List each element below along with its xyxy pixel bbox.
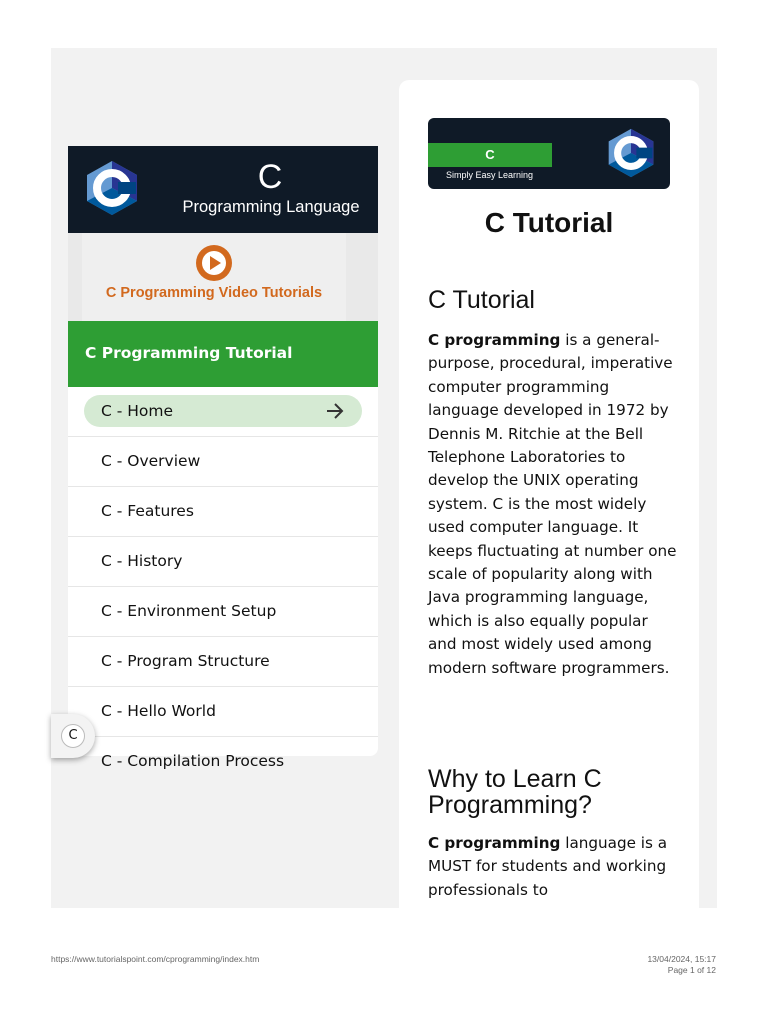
sidebar-item-hello-world[interactable] (68, 687, 378, 737)
tutorial-section-title: C Programming Tutorial (85, 344, 293, 362)
c-logo-icon[interactable] (84, 159, 140, 217)
sidebar-item-label: C - Program Structure (101, 652, 270, 670)
tutorial-section-header (68, 321, 378, 387)
sidebar-item-compilation-process[interactable] (68, 737, 378, 770)
tutorial-banner (428, 118, 670, 189)
sidebar-item-overview[interactable] (68, 437, 378, 487)
paragraph-text: language is a MUST for students and working professionals to (428, 834, 668, 899)
sidebar-item-program-structure[interactable] (68, 637, 378, 687)
sidebar-subtitle: Programming Language (182, 198, 360, 216)
arrow-right-icon (326, 403, 344, 423)
sidebar-item-home[interactable] (68, 387, 378, 437)
sidebar-item-label: C - Features (101, 502, 194, 520)
floating-c-label: C (61, 724, 85, 748)
section-paragraph (428, 329, 678, 680)
banner-label: C (428, 143, 552, 167)
sidebar-item-label: C - Compilation Process (101, 752, 285, 770)
sidebar-header (68, 146, 378, 233)
sidebar-item-features[interactable] (68, 487, 378, 537)
section-paragraph (428, 832, 678, 902)
sidebar-menu (68, 387, 378, 770)
bold-term: C programming (428, 331, 561, 349)
sidebar-item-history[interactable] (68, 537, 378, 587)
bold-term: C programming (428, 834, 561, 852)
sidebar-item-environment-setup[interactable] (68, 587, 378, 637)
sidebar-item-label: C - Home (101, 402, 174, 420)
video-tutorials-banner[interactable] (68, 233, 378, 321)
sidebar-item-label: C - Environment Setup (101, 602, 277, 620)
heading-line: Programming? (428, 791, 592, 819)
section-heading: C Tutorial (428, 286, 535, 314)
footer-page-number: Page 1 of 12 (667, 965, 716, 975)
video-tutorials-label[interactable]: C Programming Video Tutorials (105, 285, 323, 301)
paragraph-text: is a general-purpose, procedural, imperative computer programming language developed in 1972 by Dennis M. Ritchie at the Bell Telephone Laboratories to develop the UNIX operating system. C is the most widely used computer language. It keeps fluctuating at number one scale of popularity along with Java programming language, which is also equally popular and most widely used among modern software programmers. (428, 331, 677, 677)
c-logo-icon (606, 127, 656, 179)
page-area (51, 48, 717, 908)
sidebar-title: C (257, 158, 283, 196)
sidebar-item-label: C - Hello World (101, 702, 216, 720)
banner-tagline: Simply Easy Learning (446, 170, 534, 180)
page-title: C Tutorial (484, 207, 614, 238)
footer-info (647, 954, 716, 976)
sidebar-item-label: C - Overview (101, 452, 201, 470)
sidebar (68, 146, 378, 770)
main-content (399, 80, 699, 920)
play-circle-icon[interactable] (194, 243, 234, 287)
floating-c-button[interactable] (51, 714, 95, 758)
footer-url: https://www.tutorialspoint.com/cprogramming/index.htm (51, 954, 260, 964)
footer-datetime: 13/04/2024, 15:17 (647, 954, 716, 964)
sidebar-item-label: C - History (101, 552, 183, 570)
section-heading (428, 766, 602, 818)
heading-line: Why to Learn C (428, 765, 602, 793)
